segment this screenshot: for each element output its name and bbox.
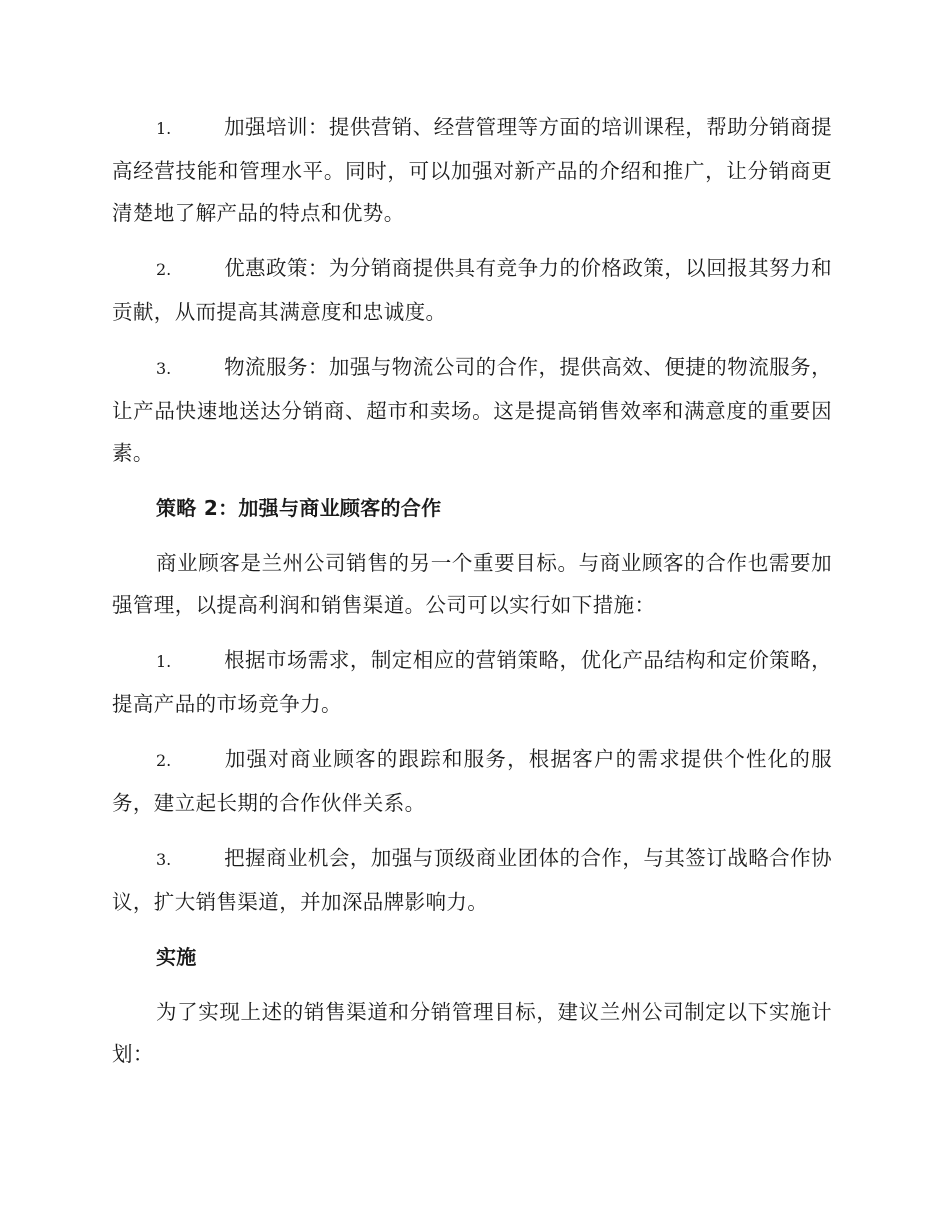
document-body [112, 106, 832, 1088]
list-text: 把握商业机会，加强与顶级商业团体的合作，与其签订战略合作协议，扩大销售渠道，并加深品牌影响力。 [112, 846, 832, 914]
list-text: 加强对商业顾客的跟踪和服务，根据客户的需求提供个性化的服务，建立起长期的合作伙伴关系。 [112, 747, 832, 815]
list-item [112, 837, 832, 923]
list-number: 3. [156, 359, 172, 378]
list-item [112, 738, 832, 824]
list-item [112, 639, 832, 725]
list-text: 根据市场需求，制定相应的营销策略，优化产品结构和定价策略，提高产品的市场竞争力。 [112, 648, 832, 716]
list-item [112, 346, 832, 474]
list-text: 加强培训：提供营销、经营管理等方面的培训课程，帮助分销商提高经营技能和管理水平。同时，可以加强对新产品的介绍和推广，让分销商更清楚地了解产品的特点和优势。 [112, 115, 832, 225]
list-number: 2. [156, 751, 172, 770]
section-heading-strategy-2: 策略 2：加强与商业顾客的合作 [156, 496, 442, 520]
list-number: 2. [156, 260, 172, 279]
list-item [112, 106, 832, 234]
list-number: 3. [156, 850, 172, 869]
list-item [112, 247, 832, 333]
list-text: 优惠政策：为分销商提供具有竞争力的价格政策，以回报其努力和贡献，从而提高其满意度和忠诚度。 [112, 256, 832, 324]
section-heading-implementation: 实施 [156, 945, 197, 969]
list-number: 1. [156, 119, 172, 138]
paragraph-implementation: 为了实现上述的销售渠道和分销管理目标，建议兰州公司制定以下实施计划： [112, 1000, 832, 1066]
list-text: 物流服务：加强与物流公司的合作，提供高效、便捷的物流服务，让产品快速地送达分销商、超市和卖场。这是提高销售效率和满意度的重要因素。 [112, 355, 832, 465]
paragraph-strategy-2: 商业顾客是兰州公司销售的另一个重要目标。与商业顾客的合作也需要加强管理，以提高利润和销售渠道。公司可以实行如下措施： [112, 551, 832, 617]
list-number: 1. [156, 652, 172, 671]
